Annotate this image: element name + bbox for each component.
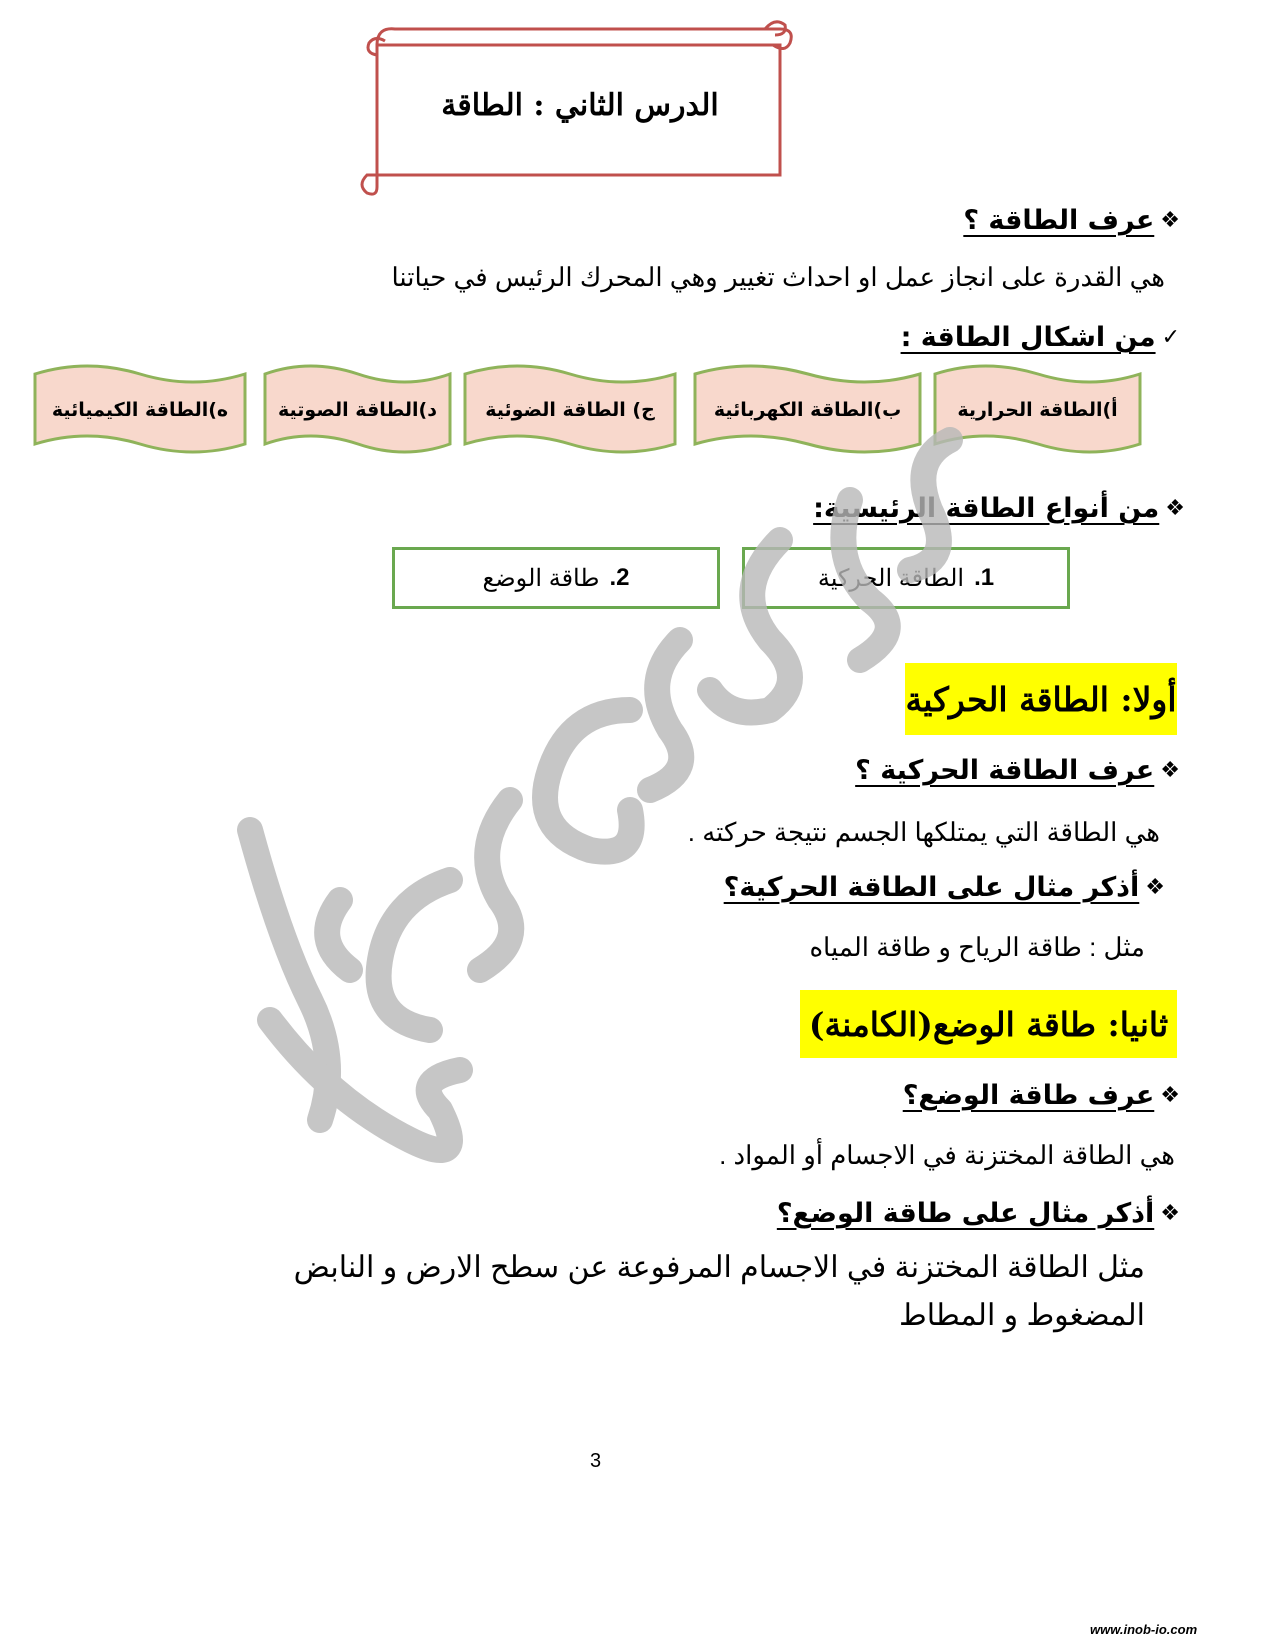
energy-form-label: ب)الطاقة الكهربائية [713, 398, 902, 421]
type-number: 2. [609, 564, 630, 591]
type-label: الطاقة الحركية [817, 564, 965, 592]
answer-define-potential: هي الطاقة المختزنة في الاجسام أو المواد . [719, 1140, 1175, 1170]
question-example-kinetic [724, 872, 1165, 903]
question-define-kinetic [855, 755, 1180, 786]
forms-heading [901, 322, 1180, 353]
question-text: عرف طاقة الوضع؟ [902, 1080, 1155, 1111]
diamond-bullet-icon: ❖ [1160, 207, 1180, 233]
footer-url: www.inob-io.com [1090, 1622, 1198, 1637]
energy-form-label: ج) الطاقة الضوئية [485, 398, 655, 421]
answer-define-kinetic: هي الطاقة التي يمتلكها الجسم نتيجة حركته . [687, 817, 1160, 847]
types-heading [813, 493, 1185, 524]
question-text: أذكر مثال على الطاقة الحركية؟ [723, 872, 1140, 903]
answer-example-kinetic: مثل : طاقة الرياح و طاقة المياه [809, 932, 1145, 962]
diamond-bullet-icon: ❖ [1165, 495, 1185, 521]
energy-form-banner [30, 362, 250, 457]
potential-section-title: ثانيا: طاقة الوضع(الكامنة) [800, 990, 1177, 1058]
question-example-potential [777, 1198, 1180, 1229]
forms-heading-text: من اشكال الطاقة : [900, 322, 1156, 353]
diamond-bullet-icon: ❖ [1145, 874, 1165, 900]
energy-form-label: ه)الطاقة الكيميائية [51, 398, 229, 421]
types-heading-text: من أنواع الطاقة الرئيسية: [813, 493, 1160, 524]
kinetic-section-title: أولا: الطاقة الحركية [905, 663, 1177, 735]
question-define-potential [903, 1080, 1180, 1111]
energy-form-label: د)الطاقة الصوتية [278, 398, 437, 421]
energy-form-banner [930, 362, 1145, 457]
page-number: 3 [590, 1450, 602, 1472]
type-box-kinetic [742, 547, 1070, 609]
question-text: أذكر مثال على طاقة الوضع؟ [776, 1198, 1155, 1229]
question-define-energy [963, 205, 1180, 236]
diamond-bullet-icon: ❖ [1160, 1200, 1180, 1226]
diamond-bullet-icon: ❖ [1160, 757, 1180, 783]
answer-define-energy: هي القدرة على انجاز عمل او احداث تغيير وهي المحرك الرئيس في حياتنا [391, 262, 1165, 292]
answer-example-potential-line2: المضغوط و المطاط [898, 1299, 1145, 1332]
page-title: الدرس الثاني : الطاقة [441, 87, 719, 123]
energy-form-banner [690, 362, 925, 457]
checkmark-icon: ✓ [1161, 324, 1180, 350]
energy-form-banner [460, 362, 680, 457]
energy-form-label: أ)الطاقة الحرارية [957, 398, 1118, 421]
type-label: طاقة الوضع [482, 564, 600, 592]
type-box-potential [392, 547, 720, 609]
energy-form-banner [260, 362, 455, 457]
type-number: 1. [974, 564, 995, 591]
diamond-bullet-icon: ❖ [1160, 1082, 1180, 1108]
answer-example-potential-line1: مثل الطاقة المختزنة في الاجسام المرفوعة عن سطح الارض و النابض [293, 1251, 1145, 1284]
question-text: عرف الطاقة ؟ [963, 205, 1155, 236]
question-text: عرف الطاقة الحركية ؟ [855, 755, 1155, 786]
